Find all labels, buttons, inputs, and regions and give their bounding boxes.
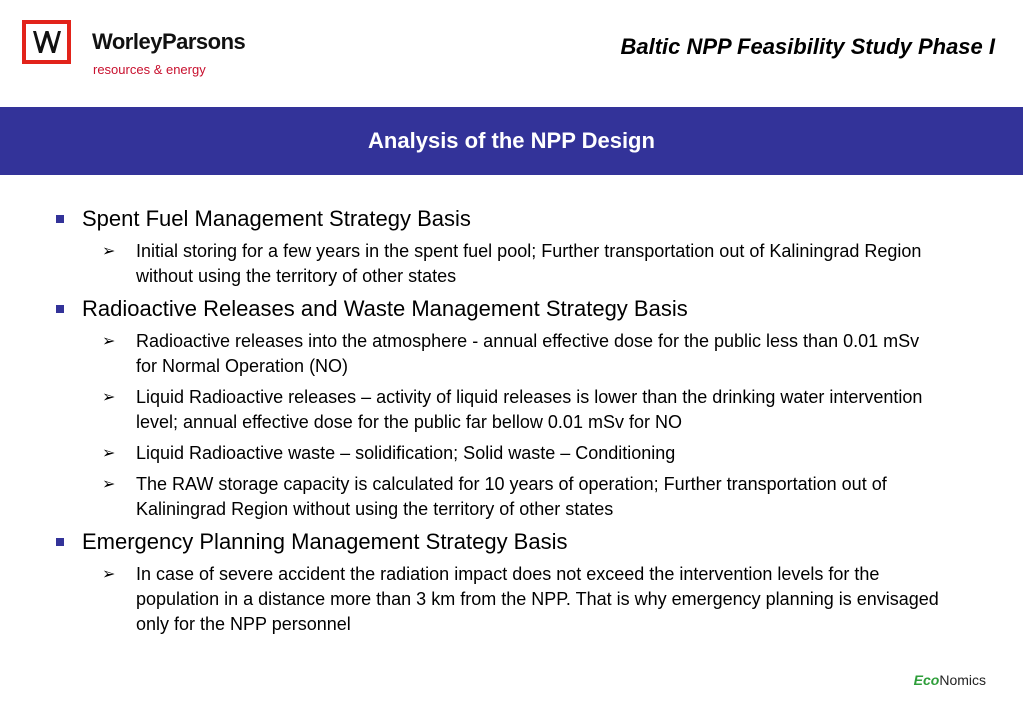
square-bullet-icon <box>56 538 64 546</box>
economics-logo <box>914 672 986 688</box>
list-item <box>102 472 942 522</box>
arrow-bullet-icon: ➢ <box>102 333 116 350</box>
arrow-bullet-icon: ➢ <box>102 445 116 462</box>
list-item-text: The RAW storage capacity is calculated for 10 years of operation; Further transportation out of Kaliningrad Region without using the territory of other states <box>136 474 887 519</box>
list-item <box>102 441 942 466</box>
arrow-bullet-icon: ➢ <box>102 389 116 406</box>
list-item-text: Liquid Radioactive releases – activity of liquid releases is lower than the drinking water intervention level; annual effective dose for the public far bellow 0.01 mSv for NO <box>136 387 923 432</box>
section-emergency-planning <box>52 528 952 637</box>
arrow-bullet-icon: ➢ <box>102 243 116 260</box>
content-area <box>52 205 952 643</box>
brand-prefix: Eco <box>913 672 940 688</box>
section-heading <box>52 528 952 556</box>
section-banner <box>0 107 1023 175</box>
logo-name: WorleyParsons <box>92 29 246 54</box>
brand-suffix: Nomics <box>939 672 986 688</box>
square-bullet-icon <box>56 305 64 313</box>
list-item-text: Liquid Radioactive waste – solidification; Solid waste – Conditioning <box>136 443 676 463</box>
arrow-bullet-icon: ➢ <box>102 476 116 493</box>
arrow-bullet-icon: ➢ <box>102 566 116 583</box>
banner-title: Analysis of the NPP Design <box>368 128 655 153</box>
list-item <box>102 239 942 289</box>
document-title: Baltic NPP Feasibility Study Phase I <box>620 34 995 59</box>
section-spent-fuel <box>52 205 952 289</box>
worleyparsons-logo-mark <box>22 20 71 64</box>
section-heading-text: Spent Fuel Management Strategy Basis <box>82 206 471 231</box>
section-heading <box>52 205 952 233</box>
list-item <box>102 329 942 379</box>
list-item <box>102 385 942 435</box>
list-item <box>102 562 942 637</box>
section-heading-text: Emergency Planning Management Strategy Basis <box>82 529 568 554</box>
section-heading-text: Radioactive Releases and Waste Management Strategy Basis <box>82 296 688 321</box>
square-bullet-icon <box>56 215 64 223</box>
list-item-text: In case of severe accident the radiation impact does not exceed the intervention levels for the population in a distance more than 3 km from the NPP. That is why emergency planning is envisaged only for the NPP personnel <box>136 564 939 634</box>
logo-emblem-icon <box>30 27 64 57</box>
list-item-text: Initial storing for a few years in the spent fuel pool; Further transportation out of Kaliningrad Region without using the territory of other states <box>136 241 922 286</box>
section-heading <box>52 295 952 323</box>
logo-tagline: resources & energy <box>93 62 206 77</box>
section-radioactive-releases <box>52 295 952 522</box>
list-item-text: Radioactive releases into the atmosphere - annual effective dose for the public less than 0.01 mSv for Normal Operation (NO) <box>136 331 920 376</box>
